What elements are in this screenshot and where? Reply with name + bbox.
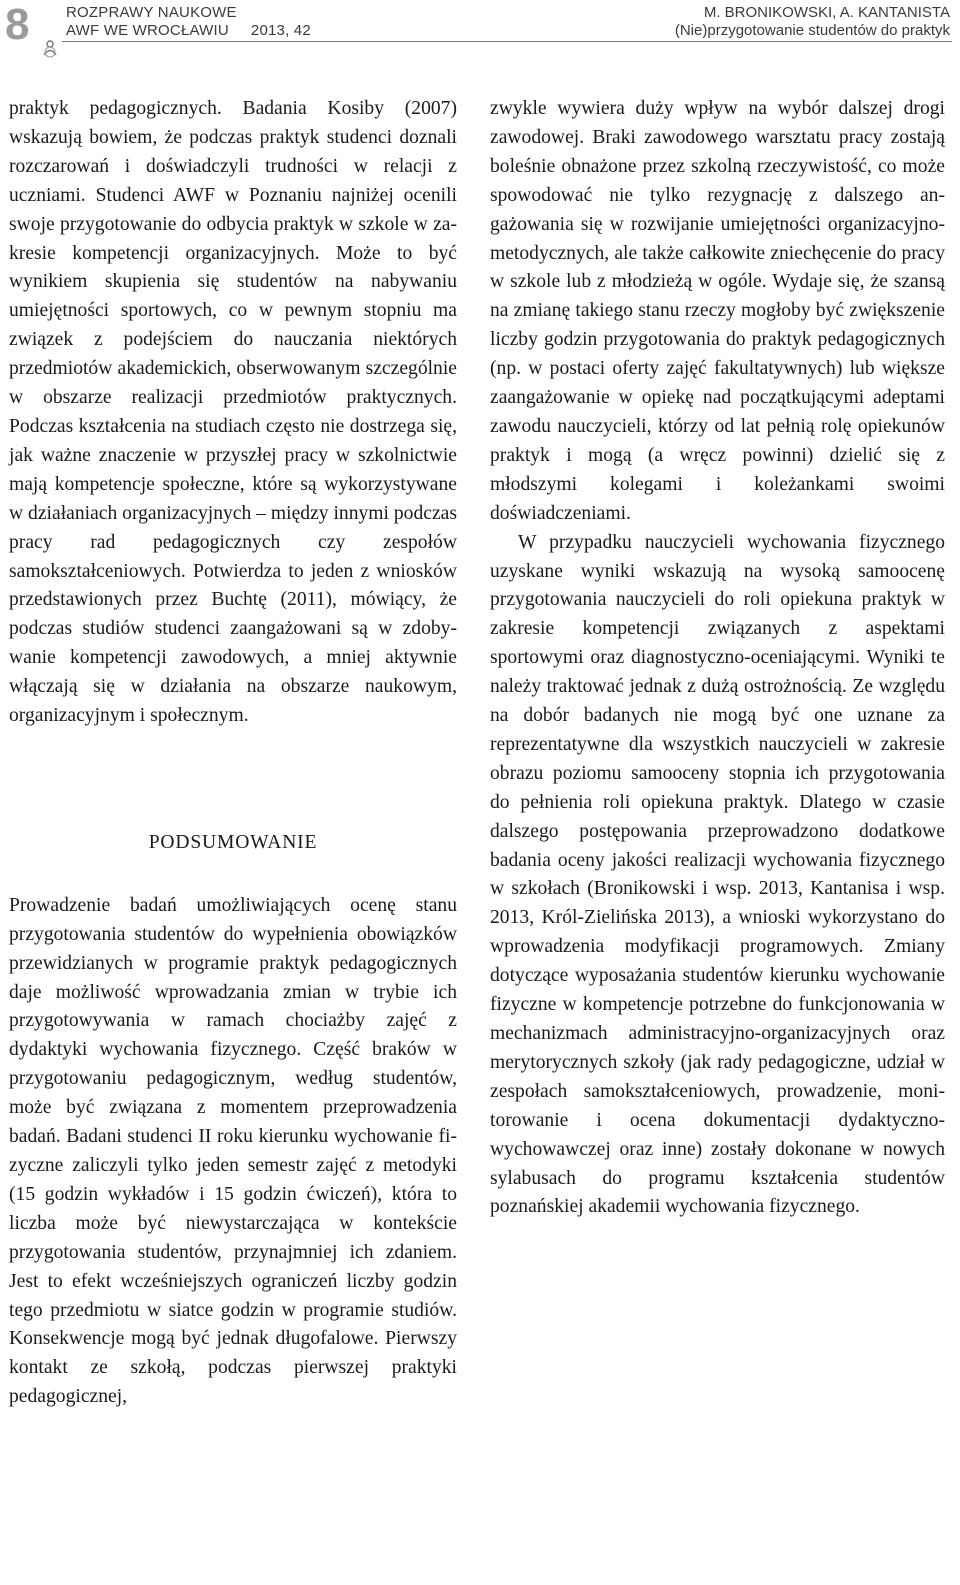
journal-logo-icon [40,38,60,58]
header-divider [62,41,952,42]
article-authors: M. BRONIKOWSKI, A. KANTANISTA [703,4,950,21]
article-short-title: (Nie)przygotowanie studentów do praktyk [674,22,950,39]
journal-institution: AWF WE WROCŁAWIU [66,22,229,39]
journal-name [66,4,311,40]
left-column [9,95,457,1412]
page-header [0,0,960,60]
right-paragraph-2: W przypadku nauczycieli wychowania fizycznego uzyskane wyniki wskazują na wysoką samoocenę przygotowania nauczycieli do roli opiekuna praktyk w zakresie kompetencji związanych z aspektami sportowymi oraz diagnostyczno-oceniającymi. Wyniki te należy traktować jednak z dużą ostrożnością. Ze względu na dobór badanych nie mogą być one uznane za reprezentatywne dla wszystkich nauczycieli w zakresie obrazu poziomu samooceny stopnia ich przygotowania do pełnienia roli opiekuna praktyk. Dlatego w czasie dalszego postępowania przeprowadzono dodatkowe badania oceny jakości realizacji wychowania fizycznego w szkołach (Bronikowski i wsp. 2013, Kantanisa i wsp. 2013, Król-Zielińska 2013), a wnioski wykorzystano do wprowadzenia modyfikacji programowych. Zmiany dotyczące wyposażania studentów kierunku wychowanie fizyczne w kompetencje potrzebne do funkcjonowania w mechanizmach administracyjno-organizacyjnych oraz merytorycznych szkoły (jak rady pedagogiczne, udział w zespołach samokształceniowych, prowadzenie, monitorowanie i ocena dokumentacji dydaktyczno-wychowawczej oraz inne) zostały dokonane w nowych sylabusach do programu kształcenia studentów poznańskiej akademii wychowania fizycznego. [490,531,945,1218]
right-paragraph-1: zwykle wywiera duży wpływ na wybór dalszej drogi zawodowej. Braki zawodowego warsztatu pracy zostają boleśnie obnażone przez szkolną rzeczywistość, co może spowodować nie tylko rezygnację z dalszego angażowania się w rozwijanie umiejętności organizacyjno-metodycznych, ale także całkowite zniechęcenie do pracy w szkole lub z młodzieżą w ogóle. Wydaje się, że szansą na zmianę takiego stanu rzeczy mogłoby być zwiększenie liczby godzin przygotowania do praktyk pedagogicznych (np. w postaci oferty zajęć fakultatywnych) lub większe zaangażowanie w opiekę nad początkującymi adeptami zawodu nauczycieli, którzy od lat pełnią rolę opiekunów praktyk i mogą (a wręcz powinni) dzielić się z młodszymi kolegami i koleżankami swoimi doświadczeniami. [490,98,945,524]
left-paragraph-2: Prowadzenie badań umożliwiających ocenę stanu przygotowania studentów do wypełnienia obowiązków przewidzianych w programie praktyk pedagogicznych daje możliwość wprowadzania zmian w trybie ich przygotowywania w ramach chociażby zajęć z dydaktyki wychowania fizycznego. Część braków w przygotowaniu pedagogicznym, według studentów, może być związana z momentem przeprowadzenia badań. Badani studenci II roku kierunku wychowanie fizyczne zaliczyli tylko jeden semestr zajęć z metodyki (15 godzin wykładów i 15 godzin ćwiczeń), która to liczba może być niewystarczająca w kontekście przygotowania studentów, przynajmniej ich zdaniem. Jest to efekt wcześniejszych ograniczeń liczby godzin tego przedmiotu w siatce godzin w programie studiów. Konsekwencje mogą być jednak długofalowe. Pierwszy kontakt ze szkołą, podczas pierwszej praktyki pedagogicznej, [9,894,457,1408]
journal-name-line2 [66,22,311,40]
journal-issue: 2013, 42 [250,22,311,39]
section-heading-summary: PODSUMOWANIE [148,831,318,853]
running-head [675,4,950,40]
right-column [490,95,945,1222]
page-number: 8 [5,0,30,49]
journal-name-line1: ROZPRAWY NAUKOWE [66,4,237,21]
left-paragraph-1: praktyk pedagogicznych. Badania Kosiby (2007) wskazują bowiem, że podczas praktyk studenci doznali rozczarowań i doświadczyli trudności w relacji z uczniami. Studenci AWF w Poznaniu najniżej ocenili swoje przygotowanie do odbycia praktyk w szkole w zakresie kompetencji organizacyjnych. Może to być wynikiem skupienia się studentów na nabywaniu umiejętności sportowych, co w pewnym stopniu ma związek z podejściem do nauczania niektórych przedmiotów akademickich, obserwowanym szczególnie w obszarze realizacji przedmiotów praktycznych. Podczas kształcenia na studiach często nie dostrzega się, jak ważne znaczenie w przyszłej pracy w szkolnictwie mają kompetencje społeczne, które są wykorzystywane w działaniach organizacyjnych – między innymi podczas pracy rad pedagogicznych czy zespołów samokształceniowych. Potwierdza to jeden z wniosków przedstawionych przez Buchtę (2011), mówiący, że podczas studiów studenci zaangażowani są w zdobywanie kompetencji zawodowych, a mniej aktywnie włączają się w działania na obszarze naukowym, organizacyjnym i społecznym. [9,98,457,727]
